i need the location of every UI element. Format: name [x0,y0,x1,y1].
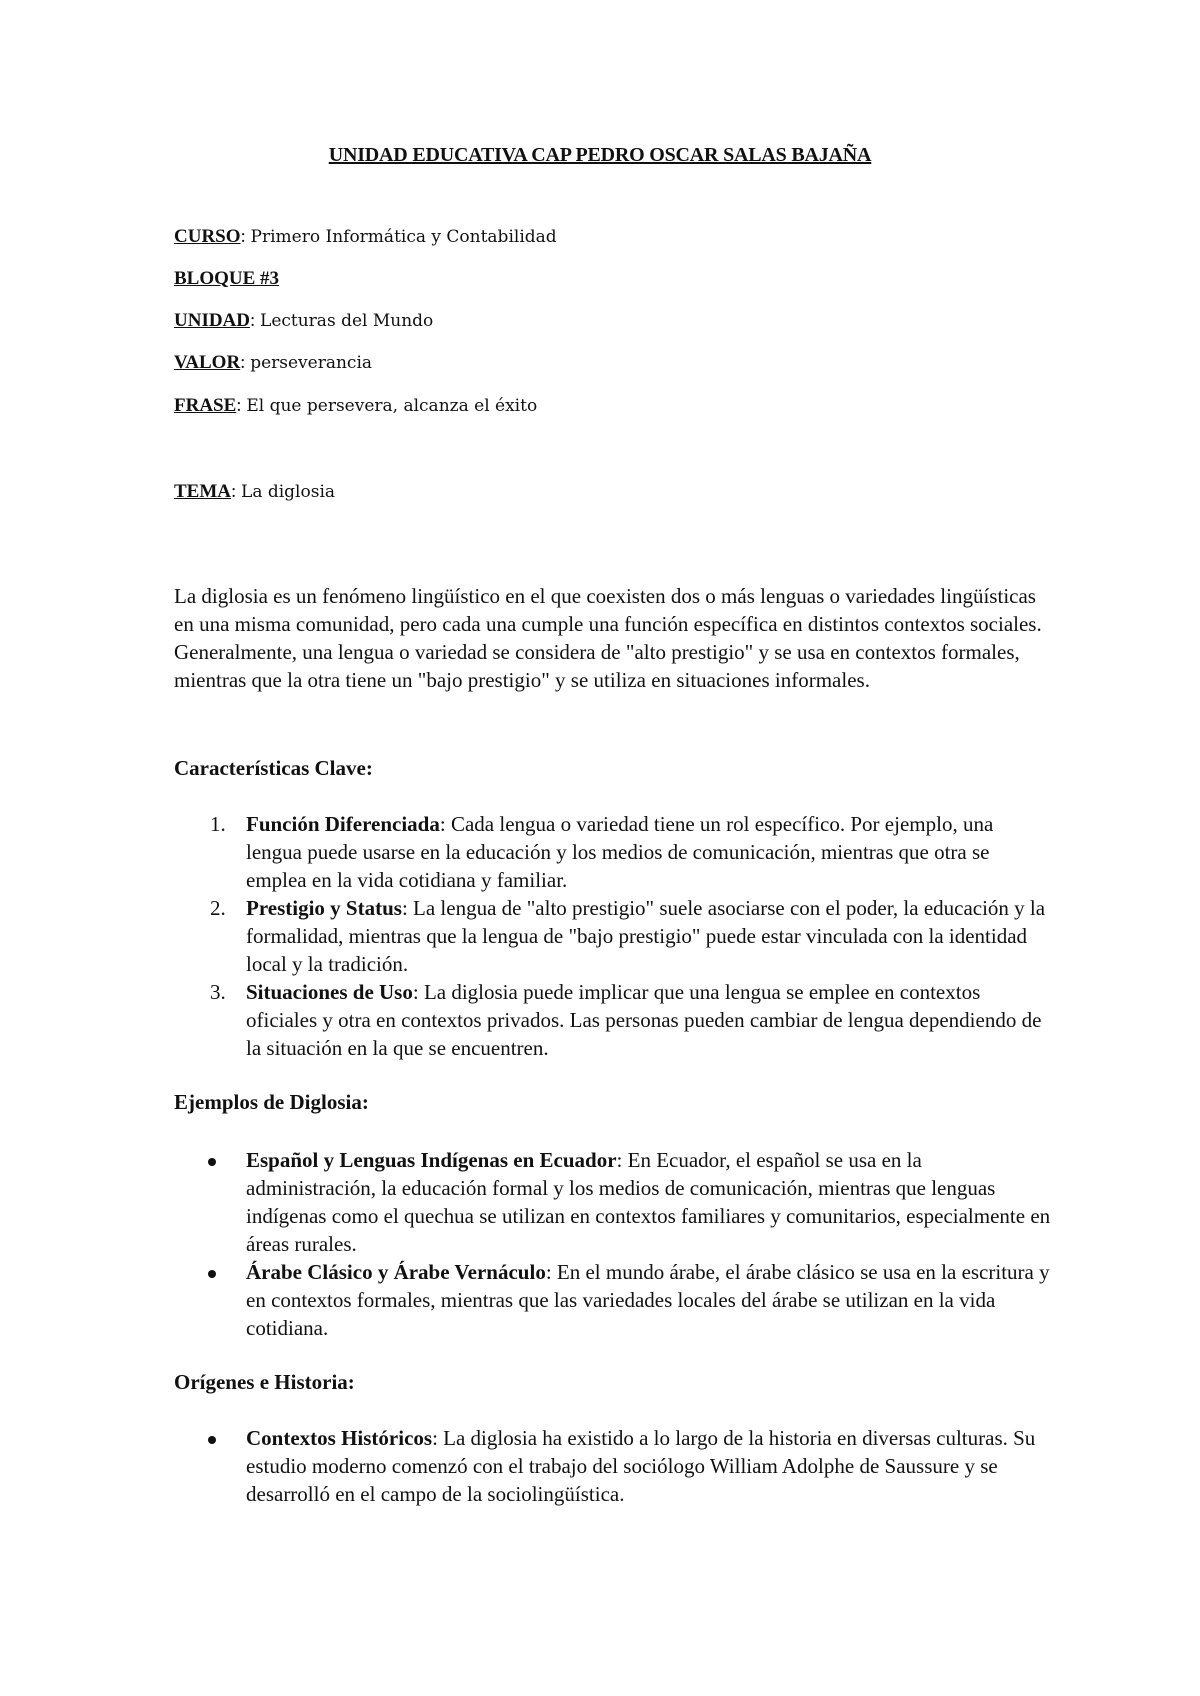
meta-value: Primero Informática y Contabilidad [250,227,557,247]
list-item [174,1424,1054,1508]
item-text: : En Ecuador, el español se usa en la administración, la educación formal y los medios de comunicación, mientras que lenguas indígenas como el quechua se utilizan en contextos familiares y comunitarios, especialmente en áreas rurales. [246,1148,1051,1256]
section-heading-ejemplos: Ejemplos de Diglosia: [174,1090,369,1114]
item-term: Español y Lenguas Indígenas en Ecuador [246,1148,617,1172]
meta-value: El que persevera, alcanza el éxito [246,396,538,416]
origenes-list [174,1424,1054,1508]
list-number: 3. [210,980,226,1004]
item-text: : La lengua de "alto prestigio" suele asociarse con el poder, la educación y la formalidad, mientras que la lengua de "bajo prestigio" puede estar vinculada con la identidad local y la tradición. [246,896,1046,976]
item-text: : Cada lengua o variedad tiene un rol específico. Por ejemplo, una lengua puede usarse en la educación y los medios de comunicación, mientras que otra se emplea en la vida cotidiana y familiar. [246,812,994,892]
section-heading-origenes: Orígenes e Historia: [174,1370,355,1394]
item-term: Función Diferenciada [246,812,440,836]
meta-bloque [174,268,279,290]
meta-value: Lecturas del Mundo [260,311,434,331]
meta-label: FRASE [174,395,237,416]
meta-value: La diglosia [241,482,336,502]
list-item [174,1146,1054,1258]
meta-label: VALOR [174,352,241,373]
document-title: UNIDAD EDUCATIVA CAP PEDRO OSCAR SALAS BAJAÑA [328,144,872,166]
meta-frase: FRASE: El que persevera, alcanza el éxito [174,395,538,416]
item-term: Árabe Clásico y Árabe Vernáculo [246,1260,546,1284]
item-text: : La diglosia ha existido a lo largo de la historia en diversas culturas. Su estudio moderno comenzó con el trabajo del sociólogo William Adolphe de Saussure y se desarrolló en el campo de la sociolingüística. [246,1426,1036,1506]
list-item [174,1258,1054,1342]
list-number: 2. [210,896,226,920]
meta-label: UNIDAD [174,310,250,331]
list-number: 1. [210,812,226,836]
meta-label: BLOQUE #3 [174,268,280,289]
list-item [174,894,1054,978]
bullet-icon [208,1158,216,1166]
caracteristicas-list [174,810,1054,1062]
list-item [174,978,1054,1062]
meta-label: TEMA [174,481,231,502]
item-term: Situaciones de Uso [246,980,413,1004]
section-heading-caracteristicas: Características Clave: [174,756,373,780]
meta-value: perseverancia [250,353,373,373]
bullet-icon [208,1436,216,1444]
item-term: Prestigio y Status [246,896,402,920]
intro-paragraph: La diglosia es un fenómeno lingüístico en el que coexisten dos o más lenguas o variedades lingüísticas en una misma comunidad, pero cada una cumple una función específica en distintos contextos sociales. Generalmente, una lengua o variedad se considera de "alto prestigio" y se usa en contextos formales, mientras que la otra tiene un "bajo prestigio" y se utiliza en situaciones informales. [174,584,1042,692]
meta-label: CURSO [174,226,241,247]
item-term: Contextos Históricos [246,1426,433,1450]
meta-curso: CURSO: Primero Informática y Contabilidad [174,226,557,247]
meta-valor: VALOR: perseverancia [174,352,373,373]
item-text: : En el mundo árabe, el árabe clásico se usa en la escritura y en contextos formales, mientras que las variedades locales del árabe se utilizan en la vida cotidiana. [246,1260,1050,1340]
meta-tema: TEMA: La diglosia [174,481,336,502]
list-item [174,810,1054,894]
ejemplos-list [174,1146,1054,1342]
bullet-icon [208,1270,216,1278]
meta-unidad: UNIDAD: Lecturas del Mundo [174,310,434,331]
item-text: : La diglosia puede implicar que una lengua se emplee en contextos oficiales y otra en contextos privados. Las personas pueden cambiar de lengua dependiendo de la situación en la que se encuentren. [246,980,1042,1060]
